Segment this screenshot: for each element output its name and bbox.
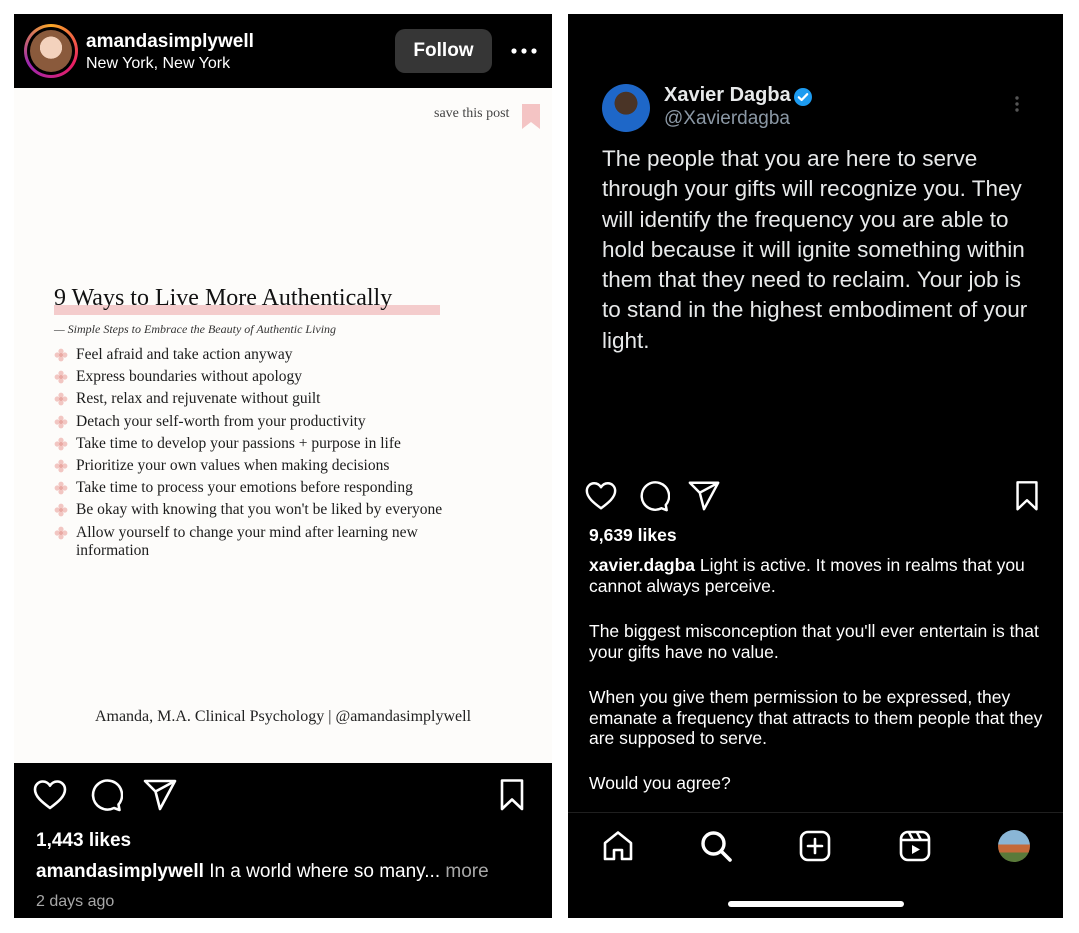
caption-paragraph: The biggest misconception that you'll ever entertain is that your gifts have no value. (589, 621, 1039, 662)
flower-bullet-icon (54, 392, 68, 406)
right-instagram-post (568, 14, 1063, 918)
post-username[interactable]: amandasimplywell (86, 31, 254, 52)
post-header (14, 14, 552, 88)
home-indicator (728, 901, 904, 907)
post-location[interactable]: New York, New York (86, 55, 231, 72)
save-this-post-text: save this post (434, 106, 510, 121)
home-icon[interactable] (601, 829, 635, 863)
list-item: Take time to process your emotions before responding (54, 479, 454, 497)
post-subtitle: — Simple Steps to Embrace the Beauty of Authentic Living (54, 322, 337, 336)
tweet-text: The people that you are here to serve through your gifts will recognize you. They will identify the frequency you are able to hold because it will ignite something within them that they need to reclaim. Your job is to stand in the highest embodiment of your light. (602, 146, 1028, 353)
more-horizontal-icon[interactable] (509, 36, 539, 66)
more-vertical-icon (1014, 94, 1020, 114)
comment-icon[interactable] (636, 479, 670, 513)
share-icon[interactable] (142, 777, 178, 813)
caption-username[interactable]: amandasimplywell (36, 861, 204, 882)
bookmark-icon[interactable] (494, 777, 530, 813)
search-icon[interactable] (699, 829, 733, 863)
heart-icon[interactable] (584, 479, 618, 513)
likes-count[interactable]: 1,443 likes (36, 830, 132, 851)
post-title: 9 Ways to Live More Authentically (54, 285, 393, 311)
caption-text: In a world where so many... (209, 861, 441, 882)
post-caption (36, 861, 489, 883)
list-item: Detach your self-worth from your productivity (54, 413, 454, 431)
post-timestamp: 2 days ago (36, 893, 115, 910)
post-title-block (54, 285, 392, 312)
likes-count[interactable]: 9,639 likes (589, 525, 677, 545)
flower-bullet-icon (54, 459, 68, 473)
tweet-author-name: Xavier Dagba (664, 84, 791, 106)
heart-icon[interactable] (32, 777, 68, 813)
flower-bullet-icon (54, 526, 68, 540)
list-item: Rest, relax and rejuvenate without guilt (54, 390, 454, 408)
verified-badge-icon (793, 87, 813, 107)
list-item: Express boundaries without apology (54, 368, 454, 386)
bookmark-icon[interactable] (1010, 479, 1044, 513)
list-item: Be okay with knowing that you won't be liked by everyone (54, 501, 454, 519)
follow-button[interactable]: Follow (395, 29, 492, 73)
tips-list (54, 346, 454, 564)
flower-bullet-icon (54, 348, 68, 362)
flower-bullet-icon (54, 370, 68, 384)
avatar[interactable] (24, 24, 78, 78)
post-credit: Amanda, M.A. Clinical Psychology | @amandasimplywell (94, 708, 472, 725)
list-item: Prioritize your own values when making decisions (54, 457, 454, 475)
flower-bullet-icon (54, 415, 68, 429)
tweet-avatar (602, 84, 650, 132)
caption-text: Light is active. It moves in realms that you cannot always perceive. (589, 555, 1025, 596)
list-item: Feel afraid and take action anyway (54, 346, 454, 364)
caption-username[interactable]: xavier.dagba (589, 555, 696, 575)
caption-paragraph: Would you agree? (589, 773, 731, 793)
list-item: Take time to develop your passions + purpose in life (54, 435, 454, 453)
reels-icon[interactable] (898, 829, 932, 863)
comment-icon[interactable] (87, 777, 123, 813)
flower-bullet-icon (54, 481, 68, 495)
flower-bullet-icon (54, 503, 68, 517)
tweet-handle: @Xavierdagba (664, 108, 790, 129)
post-image[interactable] (14, 88, 552, 763)
list-item: Allow yourself to change your mind after learning new information (54, 524, 454, 560)
post-actions (14, 763, 552, 918)
flower-bullet-icon (54, 437, 68, 451)
bookmark-ribbon-icon (522, 104, 540, 135)
caption-paragraph: When you give them permission to be expressed, they emanate a frequency that attracts to them people that they are supposed to serve. (589, 687, 1043, 749)
share-icon[interactable] (687, 479, 721, 513)
caption-more-link[interactable]: more (445, 861, 489, 882)
caption-paragraph (589, 555, 1049, 596)
create-post-icon[interactable] (798, 829, 832, 863)
profile-avatar[interactable] (998, 830, 1030, 862)
left-instagram-post (14, 14, 552, 918)
